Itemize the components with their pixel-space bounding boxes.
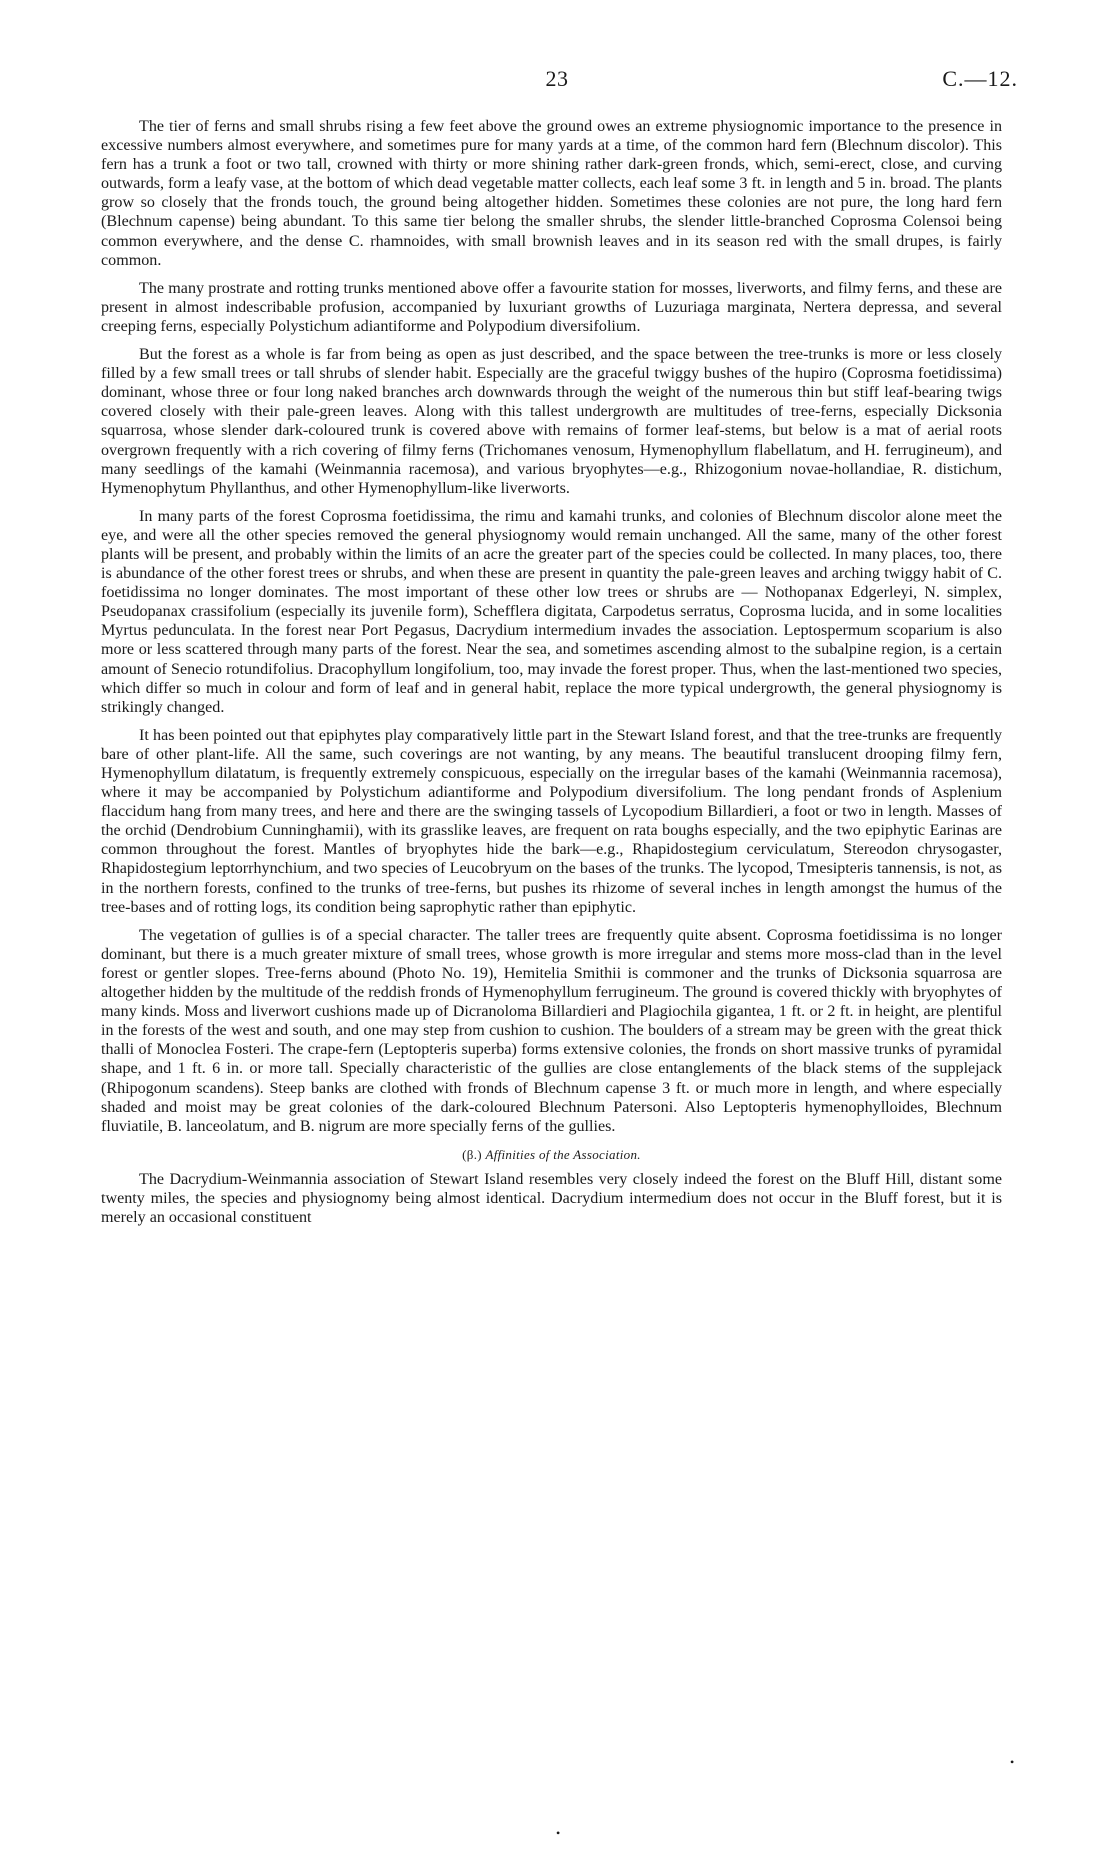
paragraph-prostrate-trunks: The many prostrate and rotting trunks mentioned above offer a favourite station for mosses, liverworts, and filmy ferns, and these are present in almost indescribable profusion, accompanied by luxuriant growths of Luzuriaga marginata, Nertera depressa, and several creeping ferns, especially Polystichum adiantiforme and Polypodium diversifolium. <box>101 279 1002 335</box>
paragraph-epiphytes: It has been pointed out that epiphytes play comparatively little part in the Stewart Island forest, and that the tree-trunks are frequently bare of other plant-life. All the same, such coverings are not wanting, by any means. The beautiful translucent drooping filmy fern, Hymenophyllum dilatatum, is frequently extremely conspicuous, especially on the irregular bases of the kamahi (Weinmannia racemosa), where it may be accompanied by Polystichum adiantiforme and Polypodium diversifolium. The long pendant fronds of Asplenium flaccidum hang from many trees, and here and there are the swinging tassels of Lycopodium Billardieri, a foot or two in length. Masses of the orchid (Dendrobium Cunninghamii), with its grasslike leaves, are frequent on rata boughs especially, and the two epiphytic Earinas are common throughout the forest. Mantles of bryophytes hide the bark—e.g., Rhapidostegium cerviculatum, Stereodon chrysogaster, Rhapidostegium leptorrhynchium, and two species of Leucobryum on the bases of the trunks. The lycopod, Tmesipteris tannensis, is not, as in the northern forests, confined to the trunks of tree-ferns, but pushes its rhizome of several inches in length amongst the humus of the tree-bases and of rotting logs, its condition being saprophytic rather than epiphytic. <box>101 726 1002 916</box>
page-number: 23 <box>545 66 569 91</box>
paragraph-forest-undergrowth: But the forest as a whole is far from being as open as just described, and the space between the tree-trunks is more or less closely filled by a few small trees or tall shrubs of slender habit. Especially are the graceful twiggy bushes of the hupiro (Coprosma foetidissima) dominant, whose three or four long naked branches arch downwards through the weight of the numerous thin but stiff leaf-bearing twigs covered closely with their pale-green leaves. Along with this tallest undergrowth are multitudes of tree-ferns, especially Dicksonia squarrosa, whose slender dark-coloured trunk is covered above with remains of former leaf-stems, but below is a mat of aerial roots overgrown frequently with a rich covering of filmy ferns (Trichomanes venosum, Hymenophyllum flabellatum, and H. ferrugineum), and many seedlings of the kamahi (Weinmannia racemosa), and various bryophytes—e.g., Rhizogonium novae-hollandiae, R. distichum, Hymenophytum Phyllanthus, and other Hymenophyllum-like liverworts. <box>101 346 1002 497</box>
paragraph-gullies: The vegetation of gullies is of a special character. The taller trees are frequently quite absent. Coprosma foetidissima is no longer dominant, but there is a much greater mixture of small trees, whose growth is more irregular and stems more moss-clad than in the level forest or gentler slopes. Tree-ferns abound (Photo No. 19), Hemitelia Smithii is commoner and the trunks of Dicksonia squarrosa are altogether hidden by the multitude of the reddish fronds of Hymenophyllum ferrugineum. The ground is covered thickly with bryophytes of many kinds. Moss and liverwort cushions made up of Dicranoloma Billardieri and Plagiochila gigantea, 1 ft. or 2 ft. in height, are plentiful in the forests of the west and south, and one may step from cushion to cushion. The boulders of a stream may be green with the great thick thalli of Monoclea Fosteri. The crape-fern (Leptopteris superba) forms extensive colonies, the fronds on short massive trunks of pyramidal shape, and 1 ft. 6 in. or more tall. Specially characteristic of the gullies are close entanglements of the black stems of the supplejack (Rhipogonum scandens). Steep banks are clothed with fronds of Blechnum capense 3 ft. or much more in length, and where especially shaded and moist may be great colonies of the dark-coloured Blechnum Patersoni. Also Leptopteris hymenophylloides, Blechnum fluviatile, B. lanceolatum, and B. nigrum are more specially ferns of the gullies. <box>101 926 1002 1135</box>
paragraph-affinities: The Dacrydium-Weinmannia association of Stewart Island resembles very closely indeed the forest on the Bluff Hill, distant some twenty miles, the species and physiognomy being almost identical. Dacrydium intermedium does not occur in the Bluff forest, but it is merely an occasional constituent <box>101 1170 1002 1227</box>
section-marker: (β.) <box>462 1146 482 1162</box>
margin-mark: • <box>1010 1755 1015 1769</box>
paragraph-physiognomy: In many parts of the forest Coprosma foetidissima, the rimu and kamahi trunks, and colonies of Blechnum discolor alone meet the eye, and were all the other species removed the general physiognomy would remain unchanged. All the same, many of the other forest plants will be present, and probably within the limits of an acre the greater part of the species could be collected. In many places, too, there is abundance of the other forest trees or shrubs, and when these are present in quantity the pale-green leaves and arching twiggy habit of C. foetidissima no longer dominates. The most important of these other low trees or shrubs are — Nothopanax Edgerleyi, N. simplex, Pseudopanax crassifolium (especially its juvenile form), Schefflera digitata, Carpodetus serratus, Coprosma lucida, and in some localities Myrtus pedunculata. In the forest near Port Pegasus, Dacrydium intermedium invades the association. Leptospermum scoparium is also more or less scattered through many parts of the forest. Near the sea, and sometimes ascending almost to the subalpine region, is a certain amount of Senecio rotundifolius. Dracophyllum longifolium, too, may invade the forest proper. Thus, when the last-mentioned two species, which differ so much in colour and form of leaf and in general habit, replace the more typical undergrowth, the general physiognomy is strikingly changed. <box>101 507 1002 716</box>
paragraph-ferns-shrubs: The tier of ferns and small shrubs rising a few feet above the ground owes an extreme physiognomic importance to the presence in excessive numbers almost everywhere, and sometimes pure for many yards at a time, of the common hard fern (Blechnum discolor). This fern has a trunk a foot or two tall, crowned with thirty or more shining rather dark-green fronds, which, semi-erect, close, and curving outwards, form a leafy vase, at the bottom of which dead vegetable matter collects, each leaf some 3 ft. in length and 5 in. broad. The plants grow so closely that the fronds touch, the ground being altogether hidden. Sometimes these colonies are not pure, the long hard fern (Blechnum capense) being abundant. To this same tier belong the smaller shrubs, the slender little-branched Coprosma Colensoi being common everywhere, and the dense C. rhamnoides, with small brownish leaves and in its season red with the small drupes, is fairly common. <box>101 118 1002 269</box>
section-title: Affinities of the Association. <box>485 1146 641 1162</box>
body-text <box>101 117 1002 1227</box>
section-heading <box>101 1145 1002 1164</box>
footer-mark: • <box>556 1826 561 1840</box>
document-code: C.—12. <box>942 66 1018 91</box>
